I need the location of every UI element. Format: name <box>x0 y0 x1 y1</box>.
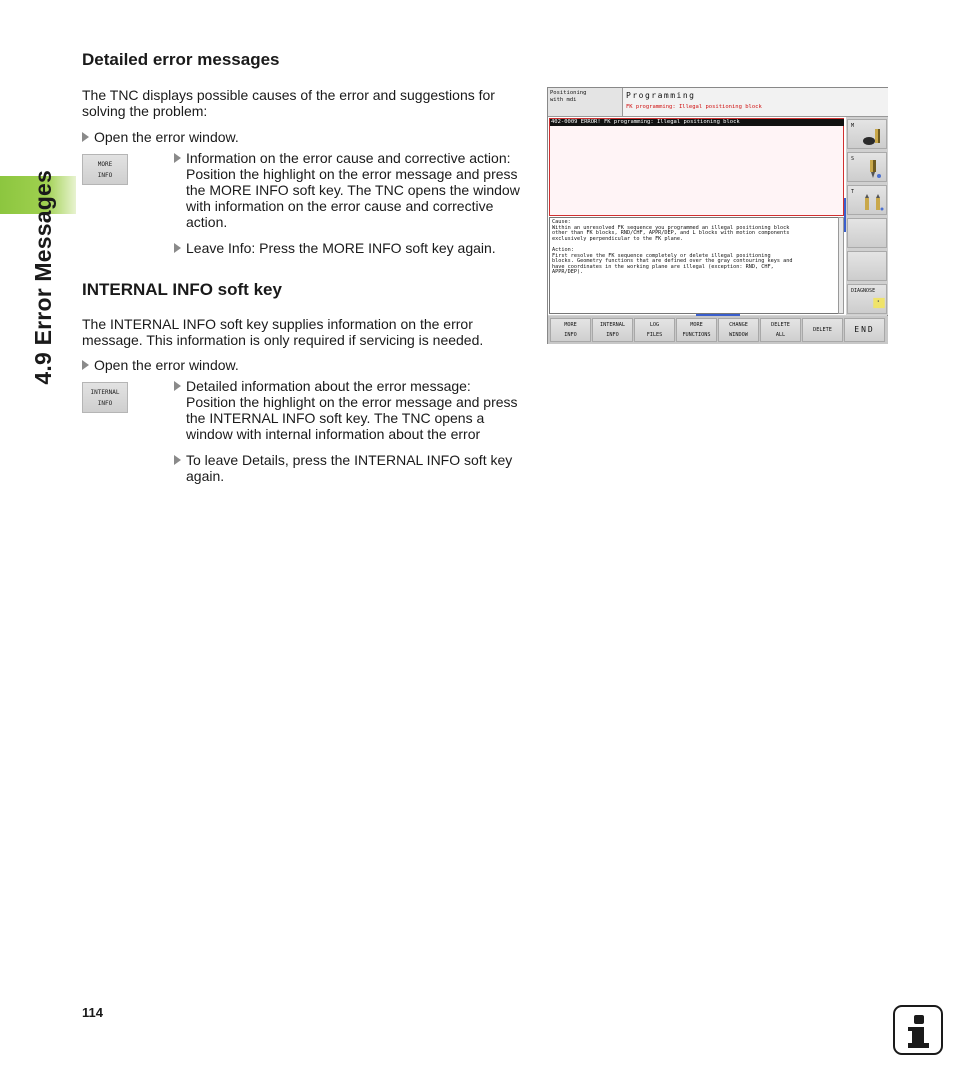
softkey-change-window[interactable] <box>718 318 759 342</box>
triangle-right-icon <box>174 455 181 465</box>
section1-substep-1 <box>172 150 524 230</box>
speed-icon <box>862 159 884 179</box>
softkey-label-1: DELETE <box>813 327 832 333</box>
mode-line2: with mdi <box>550 97 577 103</box>
section-heading-internal-info: INTERNAL INFO soft key <box>82 280 282 299</box>
side-key-empty-1[interactable] <box>847 218 887 248</box>
softkey-label-1: MORE <box>690 322 703 328</box>
chapter-title: 4.9 Error Messages <box>30 170 56 385</box>
spindle-icon <box>862 126 884 146</box>
step-text: Open the error window. <box>94 357 239 373</box>
error-list <box>549 118 844 216</box>
selected-error-row[interactable]: 402-0009 ERROR! FK programming: Illegal positioning block <box>550 119 844 126</box>
section2-substep-1 <box>172 378 524 442</box>
vertical-softkey-bar <box>846 117 888 315</box>
softkey-label-1: LOG <box>649 322 660 328</box>
softkey-more-info[interactable] <box>550 318 591 342</box>
softkey-delete-all[interactable] <box>760 318 801 342</box>
info-foot <box>908 1043 929 1048</box>
softkey-internal-info[interactable] <box>592 318 633 342</box>
softkey-label-2: ALL <box>775 332 786 338</box>
softkey-label-2: WINDOW <box>729 332 748 338</box>
softkey-label-2: INFO <box>564 332 577 338</box>
softkey-label-2: FUNCTIONS <box>682 332 711 338</box>
section2-substep-2 <box>172 452 524 484</box>
softkey-line1: MORE <box>97 160 113 168</box>
side-key-label: T <box>851 189 855 195</box>
softkey-end[interactable] <box>844 318 885 342</box>
softkey-delete[interactable] <box>802 318 843 342</box>
more-info-softkey[interactable] <box>82 154 128 185</box>
internal-info-softkey[interactable] <box>82 382 128 413</box>
softkey-label-1: MORE <box>564 322 577 328</box>
step-text: Open the error window. <box>94 129 239 145</box>
section1-intro: The TNC displays possible causes of the error and suggestions for solving the problem: <box>82 87 495 119</box>
triangle-right-icon <box>174 243 181 253</box>
section2-intro: The INTERNAL INFO soft key supplies information on the error message. This information is only required if servicing is needed. <box>82 316 484 348</box>
info-dot <box>914 1015 924 1024</box>
side-key-t[interactable] <box>847 185 887 215</box>
softkey-label-2: FILES <box>646 332 663 338</box>
error-info-panel: Cause: Within an unresolved FK sequence you programmed an illegal positioning block other than FK blocks, RND/CHF, APPR/DEP, and L blocks with motion components exclusively perpendicular to the FK plane. Action: First resolve the FK sequence completely or delete illegal positioning blocks. Geometry functions that are defined over the gray contouring keys and have coordinates in the working plane are illegal (exception: RND, CHF, APPR/DEP). <box>549 217 840 314</box>
softkey-line2: INFO <box>97 171 113 179</box>
side-key-diagnose[interactable] <box>847 284 887 314</box>
side-key-m[interactable] <box>847 119 887 149</box>
softkey-label-2: INFO <box>606 332 619 338</box>
softkey-line1: INTERNAL <box>90 388 120 396</box>
substep-text: Leave Info: Press the MORE INFO soft key again. <box>186 240 496 256</box>
substep-text: Detailed information about the error message: Position the highlight on the error message and press the INTERNAL INFO soft key. The TNC opens a window with internal information about the error <box>186 378 518 442</box>
softkey-label-1: DELETE <box>771 322 790 328</box>
substep-text: To leave Details, press the INTERNAL INFO soft key again. <box>186 452 513 484</box>
operating-mode <box>548 88 623 117</box>
triangle-right-icon <box>174 153 181 163</box>
diagnose-icon <box>872 295 886 311</box>
softkey-label-1: INTERNAL <box>600 322 625 328</box>
section-heading-detailed-errors: Detailed error messages <box>82 50 280 69</box>
softkey-label-1: CHANGE <box>729 322 748 328</box>
programming-mode-label: Programming <box>626 91 696 100</box>
section2-step <box>82 357 239 373</box>
screen-header <box>623 88 888 117</box>
mode-line1: Positioning <box>550 90 587 96</box>
section1-substep-2 <box>172 240 524 256</box>
softkey-line2: INFO <box>97 399 113 407</box>
triangle-right-icon <box>82 132 89 142</box>
info-icon <box>893 1005 943 1055</box>
triangle-right-icon <box>82 360 89 370</box>
tnc-screenshot <box>547 87 888 344</box>
substep-text: Information on the error cause and corrective action: Position the highlight on the error message and press the MORE INFO soft key. The TNC opens the window with information on the error cause and corrective action. <box>186 150 520 230</box>
error-window <box>548 117 846 315</box>
softkey-row <box>548 316 888 344</box>
page-number: 114 <box>82 1005 103 1020</box>
side-key-s[interactable] <box>847 152 887 182</box>
section1-step <box>82 129 239 145</box>
side-key-label: DIAGNOSE <box>851 288 876 294</box>
softkey-more-functions[interactable] <box>676 318 717 342</box>
triangle-right-icon <box>174 381 181 391</box>
side-key-empty-2[interactable] <box>847 251 887 281</box>
header-error-message: FK programming: Illegal positioning block <box>626 104 762 110</box>
side-key-label: S <box>851 156 855 162</box>
side-key-label: M <box>851 123 855 129</box>
softkey-log-files[interactable] <box>634 318 675 342</box>
softkey-label-1: END <box>854 325 875 334</box>
tool-icon <box>862 192 884 212</box>
